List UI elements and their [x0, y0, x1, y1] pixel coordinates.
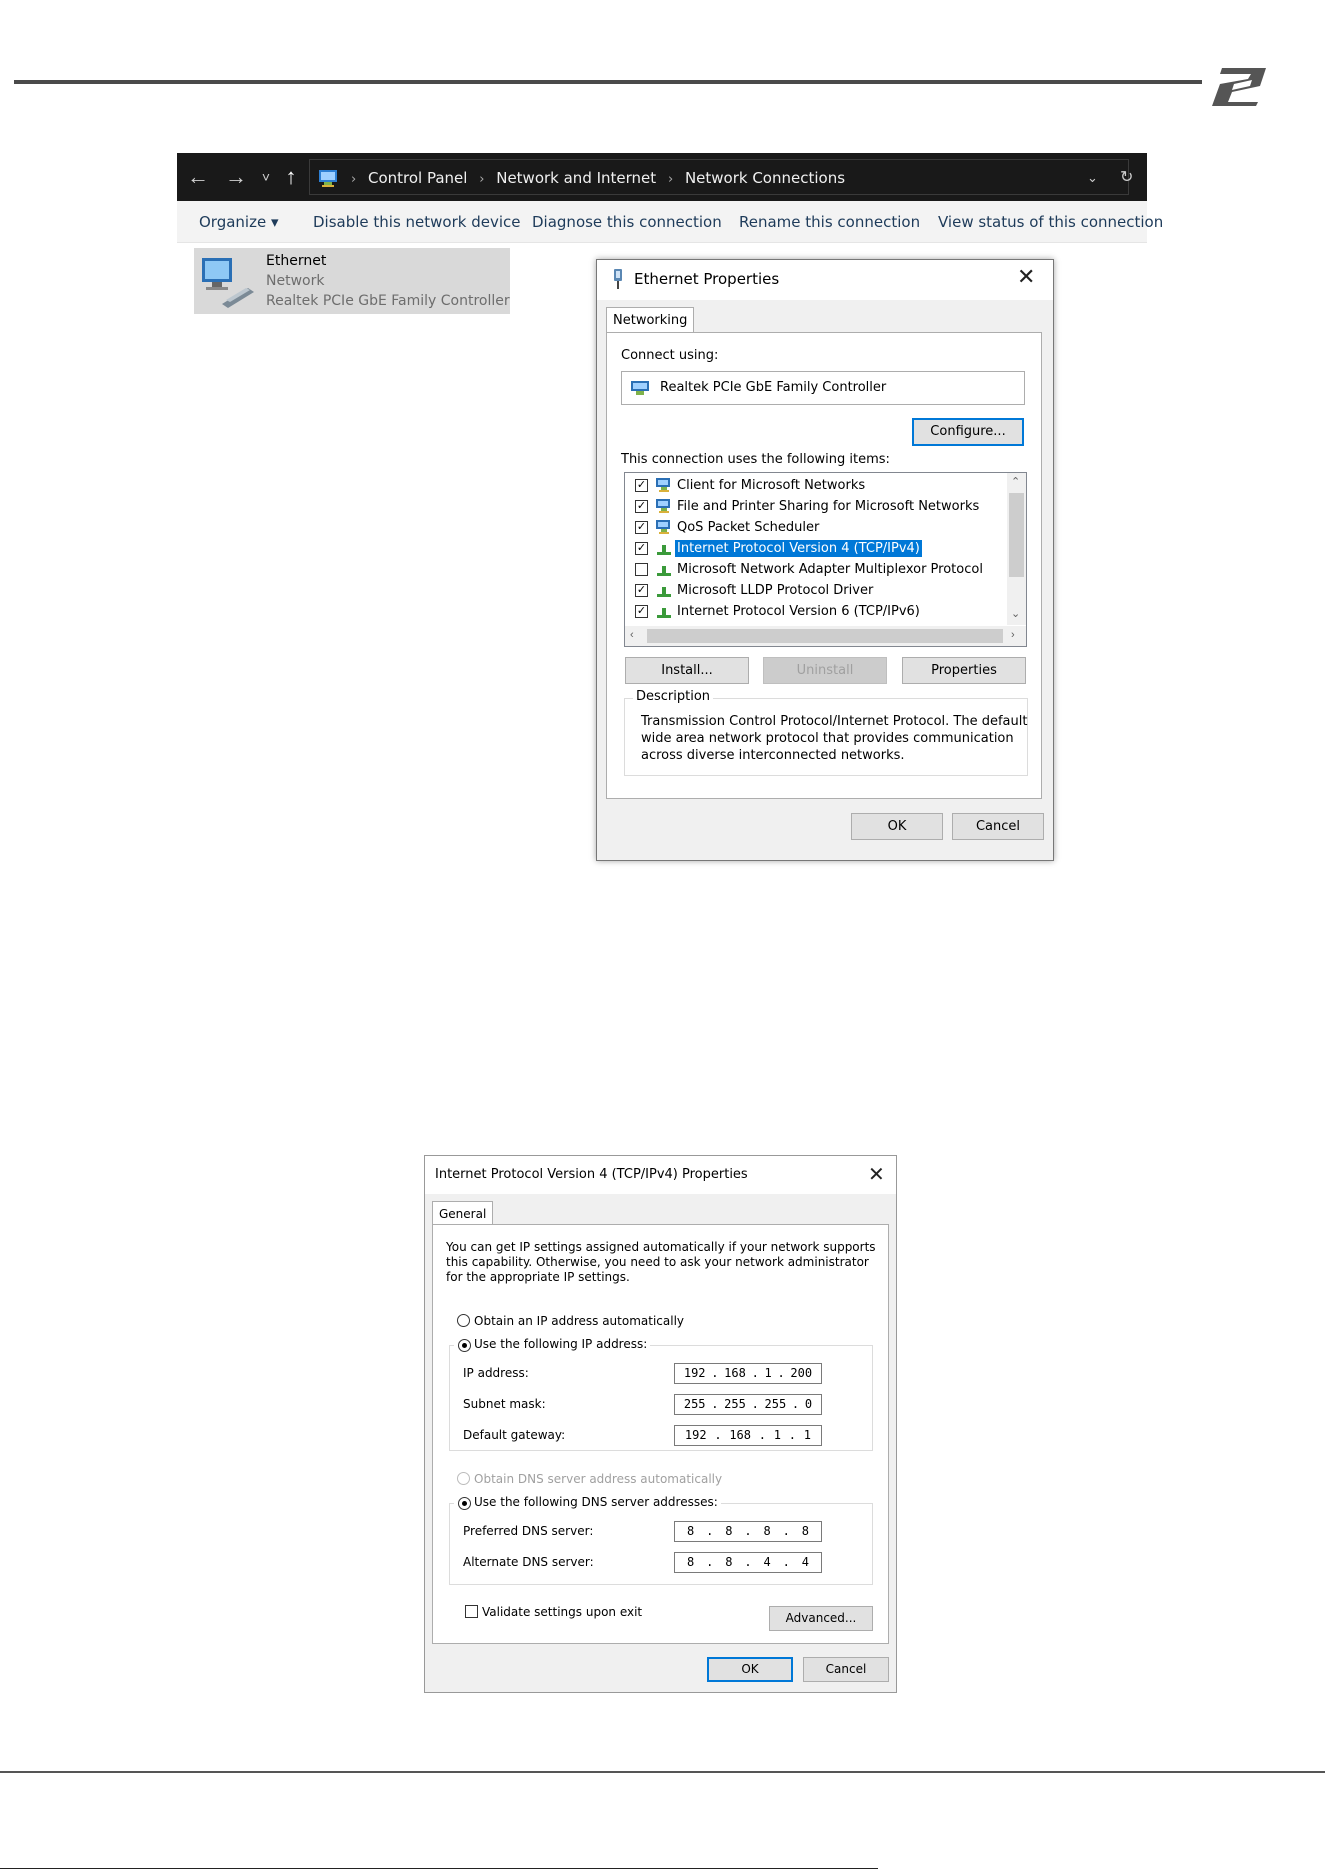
item-label: Internet Protocol Version 4 (TCP/IPv4) — [677, 541, 920, 556]
horizontal-scrollbar[interactable] — [625, 626, 1026, 646]
ethernet-adapter-icon — [198, 252, 256, 310]
organize-menu[interactable]: Organize ▾ — [199, 213, 279, 231]
validate-label: Validate settings upon exit — [482, 1605, 643, 1619]
use-following-ip-radio[interactable] — [458, 1339, 471, 1352]
protocol-icon — [656, 541, 672, 556]
obtain-dns-auto-radio[interactable] — [457, 1472, 470, 1485]
breadcrumb-separator-icon: › — [479, 172, 485, 187]
adapter-name: Realtek PCIe GbE Family Controller — [660, 380, 887, 395]
network-client-icon — [656, 478, 672, 493]
list-item[interactable] — [625, 538, 1005, 559]
item-checkbox[interactable]: ✓ — [636, 479, 647, 491]
protocol-icon — [656, 604, 672, 619]
install-button[interactable]: Install... — [625, 657, 749, 684]
breadcrumb-separator-icon: › — [667, 172, 674, 187]
list-item[interactable] — [625, 601, 1005, 622]
list-item[interactable] — [625, 496, 1005, 517]
item-checkbox[interactable]: ✓ — [636, 605, 647, 617]
uninstall-button[interactable]: Uninstall — [763, 657, 887, 684]
ipv4-properties-dialog — [424, 1155, 897, 1693]
description-group — [624, 689, 1028, 776]
list-item[interactable] — [625, 559, 1005, 580]
item-label: File and Printer Sharing for Microsoft Networks — [677, 499, 980, 514]
tab-networking[interactable]: Networking — [606, 307, 694, 333]
alternate-dns-input[interactable]: 8 . 8 . 4 . 4 — [674, 1552, 822, 1573]
ethernet-connection-tile[interactable] — [194, 248, 510, 314]
subnet-mask-input[interactable]: 255 . 255 . 255 . 0 — [674, 1394, 822, 1415]
footer-line — [0, 1868, 878, 1869]
view-status-command[interactable]: View status of this connection — [938, 213, 1164, 231]
diagnose-command[interactable]: Diagnose this connection — [532, 213, 722, 231]
intro-text: You can get IP settings assigned automatically if your network supports this capability. Otherwise, you need to ask your network administrator for the appropriate IP settings. — [446, 1240, 876, 1284]
dialog-titlebar — [425, 1156, 896, 1194]
header-rule — [14, 80, 1202, 84]
connection-device: Realtek PCIe GbE Family Controller — [266, 293, 510, 309]
ip-address-group — [449, 1337, 873, 1451]
refresh-icon[interactable]: ↻ — [1120, 169, 1134, 186]
ip-address-label: IP address: — [463, 1366, 529, 1380]
network-connections-icon — [318, 168, 338, 188]
item-label: Microsoft LLDP Protocol Driver — [677, 583, 874, 598]
recent-locations-button[interactable]: ˅ — [261, 169, 271, 185]
list-item[interactable] — [625, 517, 1005, 538]
dialog-title: Internet Protocol Version 4 (TCP/IPv4) Properties — [435, 1167, 748, 1182]
default-gateway-input[interactable]: 192 . 168 . 1 . 1 — [674, 1425, 822, 1446]
obtain-dns-auto-label: Obtain DNS server address automatically — [474, 1472, 723, 1486]
forward-button[interactable]: → — [225, 164, 247, 189]
default-gateway-label: Default gateway: — [463, 1428, 566, 1442]
ip-address-input[interactable]: 192 . 168 . 1 . 200 — [674, 1363, 822, 1384]
obtain-ip-auto-radio[interactable] — [457, 1314, 470, 1327]
items-label: This connection uses the following items: — [621, 452, 890, 467]
item-checkbox[interactable]: ✓ — [636, 500, 647, 512]
scroll-up-icon[interactable]: ⌃ — [1011, 476, 1021, 488]
protocol-icon — [656, 583, 672, 598]
connection-network: Network — [266, 273, 325, 289]
disable-device-command[interactable]: Disable this network device — [313, 213, 521, 231]
description-text: Transmission Control Protocol/Internet Protocol. The default wide area network protocol that provides communication across diverse interconnected networks. — [641, 714, 1028, 763]
brand-logo — [1208, 64, 1270, 108]
ok-button[interactable]: OK — [707, 1657, 793, 1682]
item-checkbox[interactable]: ✓ — [636, 584, 647, 596]
configure-button[interactable]: Configure... — [912, 418, 1024, 446]
use-following-ip-legend: Use the following IP address: — [454, 1337, 650, 1351]
list-item[interactable] — [625, 580, 1005, 601]
network-client-icon — [656, 520, 672, 535]
close-icon[interactable]: ✕ — [1017, 264, 1036, 289]
alternate-dns-label: Alternate DNS server: — [463, 1555, 594, 1569]
dialog-titlebar — [597, 260, 1053, 300]
address-bar — [177, 153, 1147, 201]
vertical-scrollbar[interactable] — [1007, 473, 1026, 625]
scroll-thumb[interactable] — [647, 629, 1003, 643]
connection-name: Ethernet — [266, 253, 327, 269]
scroll-left-icon[interactable]: ‹ — [630, 629, 634, 641]
item-label: Client for Microsoft Networks — [677, 478, 866, 493]
preferred-dns-label: Preferred DNS server: — [463, 1524, 594, 1538]
use-following-dns-legend: Use the following DNS server addresses: — [454, 1495, 721, 1509]
breadcrumb-network-connections[interactable]: Network Connections — [684, 169, 846, 187]
dialog-title: Ethernet Properties — [634, 270, 780, 288]
protocol-icon — [656, 562, 672, 577]
advanced-button[interactable]: Advanced... — [769, 1606, 873, 1631]
dns-group — [449, 1495, 873, 1585]
validate-checkbox[interactable] — [465, 1605, 478, 1618]
description-legend: Description — [633, 689, 713, 704]
item-label: Internet Protocol Version 6 (TCP/IPv6) — [677, 604, 920, 619]
ethernet-properties-dialog — [596, 259, 1054, 861]
obtain-ip-auto-label: Obtain an IP address automatically — [474, 1314, 685, 1328]
cancel-button[interactable]: Cancel — [952, 813, 1044, 840]
address-history-chevron-icon[interactable]: ⌄ — [1087, 170, 1098, 185]
subnet-mask-label: Subnet mask: — [463, 1397, 546, 1411]
network-adapter-icon — [611, 269, 625, 289]
tab-general[interactable]: General — [432, 1201, 493, 1225]
breadcrumb-control-panel[interactable]: Control Panel — [367, 169, 468, 187]
rename-command[interactable]: Rename this connection — [739, 213, 921, 231]
item-checkbox[interactable] — [635, 563, 648, 576]
item-checkbox[interactable]: ✓ — [636, 521, 647, 533]
properties-button[interactable]: Properties — [902, 657, 1026, 684]
address-box[interactable] — [309, 159, 1134, 195]
scroll-down-icon[interactable]: ⌄ — [1011, 608, 1021, 620]
general-panel — [432, 1224, 889, 1644]
command-bar — [177, 201, 1164, 243]
adapter-field — [621, 371, 1025, 405]
list-item[interactable] — [625, 475, 1005, 496]
breadcrumb-separator-icon: › — [351, 172, 357, 187]
connect-using-label: Connect using: — [621, 348, 719, 363]
back-button[interactable]: ← — [187, 164, 209, 189]
preferred-dns-input[interactable]: 8 . 8 . 8 . 8 — [674, 1521, 822, 1542]
breadcrumb-network-and-internet[interactable]: Network and Internet — [496, 169, 657, 187]
network-client-icon — [656, 499, 672, 514]
connection-items-list[interactable] — [624, 472, 1027, 647]
item-label: QoS Packet Scheduler — [677, 520, 820, 535]
up-button[interactable]: ↑ — [285, 164, 297, 189]
item-label: Microsoft Network Adapter Multiplexor Protocol — [677, 562, 983, 577]
network-adapter-icon — [630, 380, 650, 396]
scroll-right-icon[interactable]: › — [1011, 629, 1015, 641]
footer-rule — [0, 1771, 1325, 1773]
ok-button[interactable]: OK — [851, 813, 943, 840]
use-following-dns-radio[interactable] — [458, 1497, 471, 1510]
breadcrumb — [344, 160, 845, 196]
cancel-button[interactable]: Cancel — [803, 1657, 889, 1682]
item-checkbox[interactable]: ✓ — [636, 542, 647, 554]
scroll-thumb[interactable] — [1009, 493, 1024, 577]
close-icon[interactable]: ✕ — [868, 1164, 885, 1186]
